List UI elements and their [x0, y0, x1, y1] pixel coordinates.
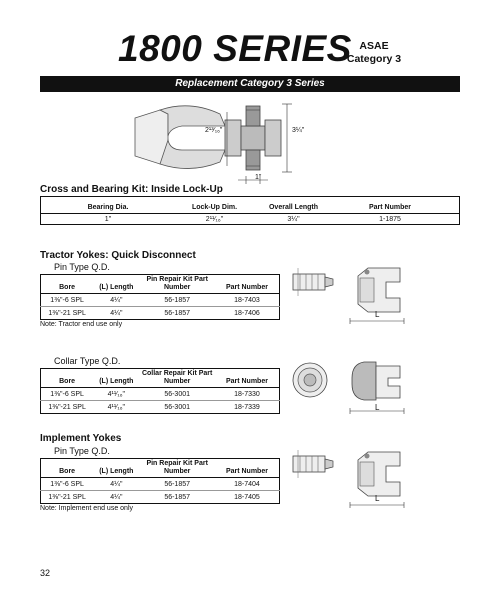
cell-bore: 1⅜"-21 SPL	[48, 493, 86, 501]
cell-length: 4¹¹⁄₁₆"	[107, 390, 126, 398]
table-row	[41, 401, 280, 414]
table-row	[41, 388, 280, 401]
tractor-yoke-side-icon	[346, 260, 410, 330]
col-part-number: Part Number	[368, 204, 411, 211]
cell-bearing-dia: 1"	[104, 215, 112, 223]
asae-line: ASAE	[359, 40, 389, 52]
cell-length: 4¹¹⁄₁₆"	[107, 403, 126, 411]
col-repair-kit: Pin Repair Kit Part Number	[146, 460, 208, 475]
collar-yoke-dim-l: L	[375, 403, 380, 412]
col-length: (L) Length	[99, 284, 134, 291]
pin-qd-end-view-icon	[290, 266, 336, 298]
collar-yokes-subtitle: Collar Type Q.D.	[54, 356, 121, 366]
col-part-number: Part Number	[225, 468, 268, 475]
cell-lockup-dim: 2¹¹⁄₁₆"	[205, 215, 224, 223]
col-repair-kit: Collar Repair Kit Part Number	[141, 370, 213, 385]
col-repair-kit: Pin Repair Kit Part Number	[146, 276, 208, 291]
cell-bore: 1⅜"-21 SPL	[48, 309, 86, 317]
col-lockup-dim: Lock-Up Dim.	[191, 204, 238, 211]
cell-repair-kit: 56-1857	[164, 480, 191, 488]
table-row	[41, 478, 280, 491]
cell-repair-kit: 56-1857	[164, 296, 191, 304]
series-banner: Replacement Category 3 Series	[40, 76, 460, 92]
col-part-number: Part Number	[225, 284, 268, 291]
cell-part-number: 18-7403	[234, 296, 260, 304]
cell-length: 4¼"	[110, 296, 123, 304]
cell-bore: 1⅜"-6 SPL	[50, 390, 84, 398]
table-row	[41, 294, 280, 307]
cell-repair-kit: 56-3001	[164, 390, 191, 398]
table-row	[41, 214, 460, 225]
cross-kit-title: Cross and Bearing Kit: Inside Lock-Up	[40, 184, 223, 195]
col-bore: Bore	[59, 284, 76, 291]
col-length: (L) Length	[99, 468, 134, 475]
tractor-yokes-title: Tractor Yokes: Quick Disconnect	[40, 250, 196, 261]
collar-qd-end-view-icon	[290, 360, 330, 400]
cross-kit-table	[40, 196, 460, 225]
dim-height-small: 2¹³⁄₁₆"	[205, 127, 223, 134]
cell-length: 4¼"	[110, 493, 123, 501]
table-row	[41, 307, 280, 320]
page-number: 32	[40, 568, 51, 578]
tractor-yokes-table	[40, 274, 280, 320]
table-row	[41, 491, 280, 504]
cell-bore: 1⅜"-21 SPL	[48, 403, 86, 411]
category-line: Category 3	[346, 53, 402, 65]
cell-repair-kit: 56-1857	[164, 493, 191, 501]
asae-category-label	[344, 40, 404, 66]
col-bore: Bore	[59, 378, 76, 385]
cell-overall-length: 3¼"	[287, 215, 300, 223]
cell-repair-kit: 56-3001	[164, 403, 191, 411]
implement-pin-qd-end-view-icon	[290, 448, 336, 480]
col-length: (L) Length	[99, 378, 134, 385]
implement-yokes-subtitle: Pin Type Q.D.	[54, 446, 110, 456]
cell-bore: 1⅜"-6 SPL	[50, 480, 84, 488]
tractor-yokes-subtitle: Pin Type Q.D.	[54, 262, 110, 272]
tractor-yoke-dim-l: L	[375, 310, 380, 319]
implement-yoke-side-icon	[346, 444, 410, 514]
col-overall-length: Overall Length	[268, 204, 318, 211]
implement-yokes-title: Implement Yokes	[40, 433, 122, 444]
implement-yoke-dim-l: L	[375, 494, 380, 503]
collar-yoke-side-icon	[346, 354, 410, 424]
cell-repair-kit: 56-1857	[164, 309, 191, 317]
col-part-number: Part Number	[225, 378, 268, 385]
cell-part-number: 18-7330	[234, 390, 260, 398]
cell-part-number: 1-1875	[379, 215, 401, 223]
dim-width: 1"	[255, 174, 262, 181]
cell-length: 4¼"	[110, 309, 123, 317]
cell-part-number: 18-7406	[234, 309, 260, 317]
cell-part-number: 18-7404	[234, 480, 260, 488]
dim-height-overall: 3¼"	[292, 127, 305, 134]
u-joint-diagram	[130, 100, 340, 190]
implement-yokes-table	[40, 458, 280, 504]
cell-length: 4¼"	[110, 480, 123, 488]
page-title: 1800 SERIES	[118, 28, 352, 69]
cell-part-number: 18-7405	[234, 493, 260, 501]
col-bearing-dia: Bearing Dia.	[87, 204, 129, 211]
cell-part-number: 18-7339	[234, 403, 260, 411]
cell-bore: 1⅜"-6 SPL	[50, 296, 84, 304]
tractor-yokes-note: Note: Tractor end use only	[40, 321, 123, 328]
collar-yokes-table	[40, 368, 280, 414]
implement-yokes-note: Note: Implement end use only	[40, 505, 133, 512]
col-bore: Bore	[59, 468, 76, 475]
